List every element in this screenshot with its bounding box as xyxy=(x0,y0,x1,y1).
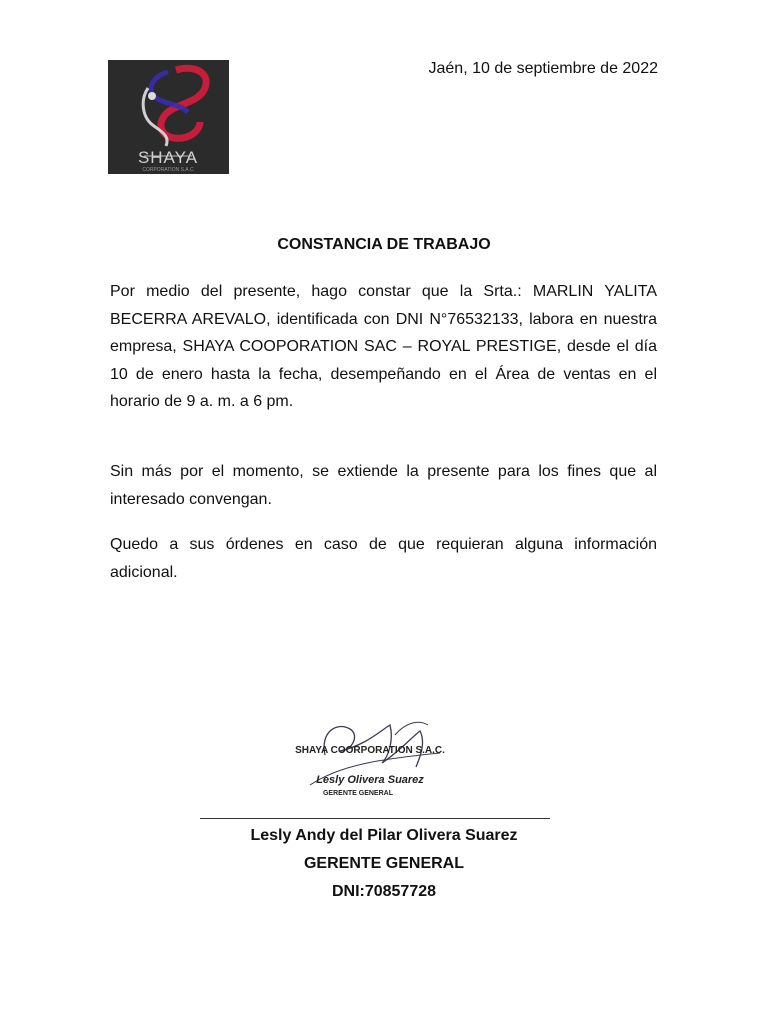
logo-brand: SHAYA xyxy=(137,148,199,167)
stamp-company: SHAYA COORPORATION S.A.C. xyxy=(295,745,445,756)
stamp-name: Lesly Olivera Suarez xyxy=(316,774,424,786)
signature-line xyxy=(200,818,550,819)
paragraph-closing: Sin más por el momento, se extiende la presente para los fines que al interesado convengan. xyxy=(110,463,657,508)
paragraph-offer: Quedo a sus órdenes en caso de que requieran alguna información adicional. xyxy=(110,536,657,581)
document-title: CONSTANCIA DE TRABAJO xyxy=(277,236,491,253)
paragraph-body: Por medio del presente, hago constar que la Srta.: MARLIN YALITA BECERRA AREVALO, identificada con DNI N°76532133, labora en nuestra empresa, SHAYA COOPORATION SAC – ROYAL PRESTIGE, desde el día 10 de enero hasta la fecha, desempeñando en el Área de ventas en el horario de 9 a. m. a 6 pm. xyxy=(110,283,657,410)
signatory-dni: DNI:70857728 xyxy=(331,883,437,900)
company-logo xyxy=(108,60,229,174)
signatory-name: Lesly Andy del Pilar Olivera Suarez xyxy=(250,827,518,844)
logo-subtitle: CORPORATION S.A.C xyxy=(142,167,194,173)
stamp-role: GERENTE GENERAL xyxy=(322,790,394,797)
company-stamp-signature xyxy=(270,695,470,815)
signatory-role: GERENTE GENERAL xyxy=(303,855,464,872)
document-date: Jaén, 10 de septiembre de 2022 xyxy=(428,60,658,77)
